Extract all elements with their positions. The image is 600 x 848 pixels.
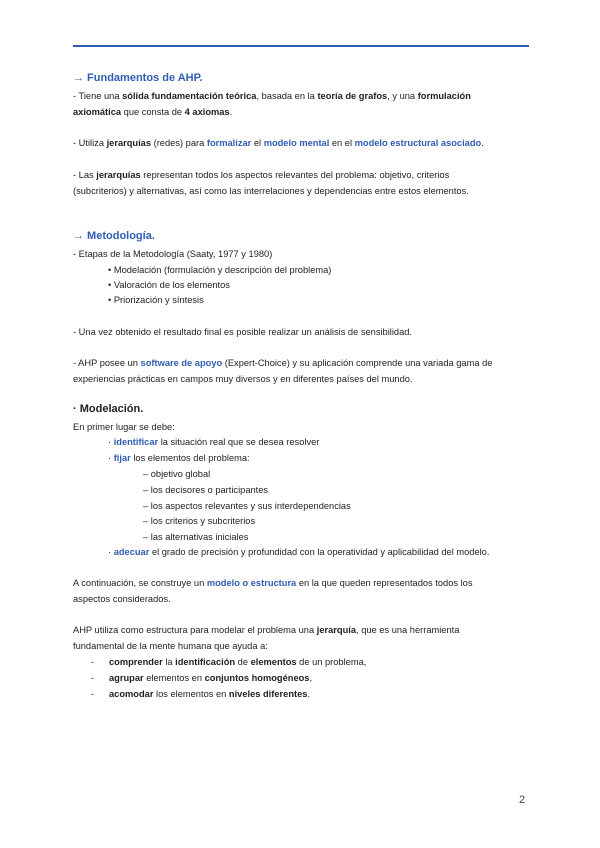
paragraph-line: - Las jerarquías representan todos los aspectos relevantes del problema: objetivo, criterios (73, 170, 450, 180)
section-heading-metodologia: → Metodología. (73, 230, 155, 242)
list-item: comprender la identificación de elementos de un problema, (109, 657, 367, 667)
list-item: agrupar elementos en conjuntos homogéneos, (109, 673, 313, 683)
list-item: · identificar la situación real que se desea resolver (108, 437, 320, 447)
sub-list-item: – las alternativas iniciales (143, 532, 249, 542)
paragraph-line: - Una vez obtenido el resultado final es posible realizar un análisis de sensibilidad. (73, 327, 413, 337)
paragraph-line: - Etapas de la Metodología (Saaty, 1977 y 1980) (73, 249, 273, 259)
list-item: · adecuar el grado de precisión y profundidad con la operatividad y aplicabilidad del modelo. (108, 547, 490, 557)
paragraph-line: A continuación, se construye un modelo o estructura en la que queden representados todos los (73, 578, 473, 588)
paragraph-line: experiencias prácticas en campos muy diversos y en diferentes países del mundo. (73, 374, 413, 384)
list-item: • Modelación (formulación y descripción del problema) (108, 265, 332, 275)
page-number: 2 (519, 794, 526, 806)
section-heading-fundamentos: → Fundamentos de AHP. (73, 72, 203, 84)
sub-list-item: – los decisores o participantes (143, 485, 269, 495)
paragraph-line: AHP utiliza como estructura para modelar el problema una jerarquía, que es una herramienta (73, 625, 460, 635)
dash-bullet: - (91, 673, 95, 683)
paragraph-line: aspectos considerados. (73, 594, 171, 604)
dash-bullet: - (91, 689, 95, 699)
sub-list-item: – los criterios y subcriterios (143, 516, 256, 526)
list-item: acomodar los elementos en niveles diferentes. (109, 689, 311, 699)
list-item: • Valoración de los elementos (108, 280, 230, 290)
paragraph-line: - Tiene una sólida fundamentación teórica, basada en la teoría de grafos, y una formulación (73, 91, 471, 101)
paragraph-line: axiomática que consta de 4 axiomas. (73, 107, 233, 117)
paragraph-line: (subcriterios) y alternativas, así como las interrelaciones y dependencias entre estos elementos. (73, 186, 469, 196)
sub-list-item: – objetivo global (143, 469, 211, 479)
paragraph-line: - Utiliza jerarquías (redes) para formalizar el modelo mental en el modelo estructural asociado. (73, 138, 484, 148)
section-heading-modelacion: · Modelación. (73, 403, 144, 415)
paragraph-line: En primer lugar se debe: (73, 422, 175, 432)
header-rule (73, 45, 529, 47)
list-item: • Priorización y síntesis (108, 295, 204, 305)
dash-bullet: - (91, 657, 95, 667)
paragraph-line: - AHP posee un software de apoyo (Expert-Choice) y su aplicación comprende una variada gama de (73, 358, 493, 368)
list-item: · fijar los elementos del problema: (108, 453, 250, 463)
paragraph-line: fundamental de la mente humana que ayuda a: (73, 641, 268, 651)
sub-list-item: – los aspectos relevantes y sus interdependencias (143, 501, 351, 511)
